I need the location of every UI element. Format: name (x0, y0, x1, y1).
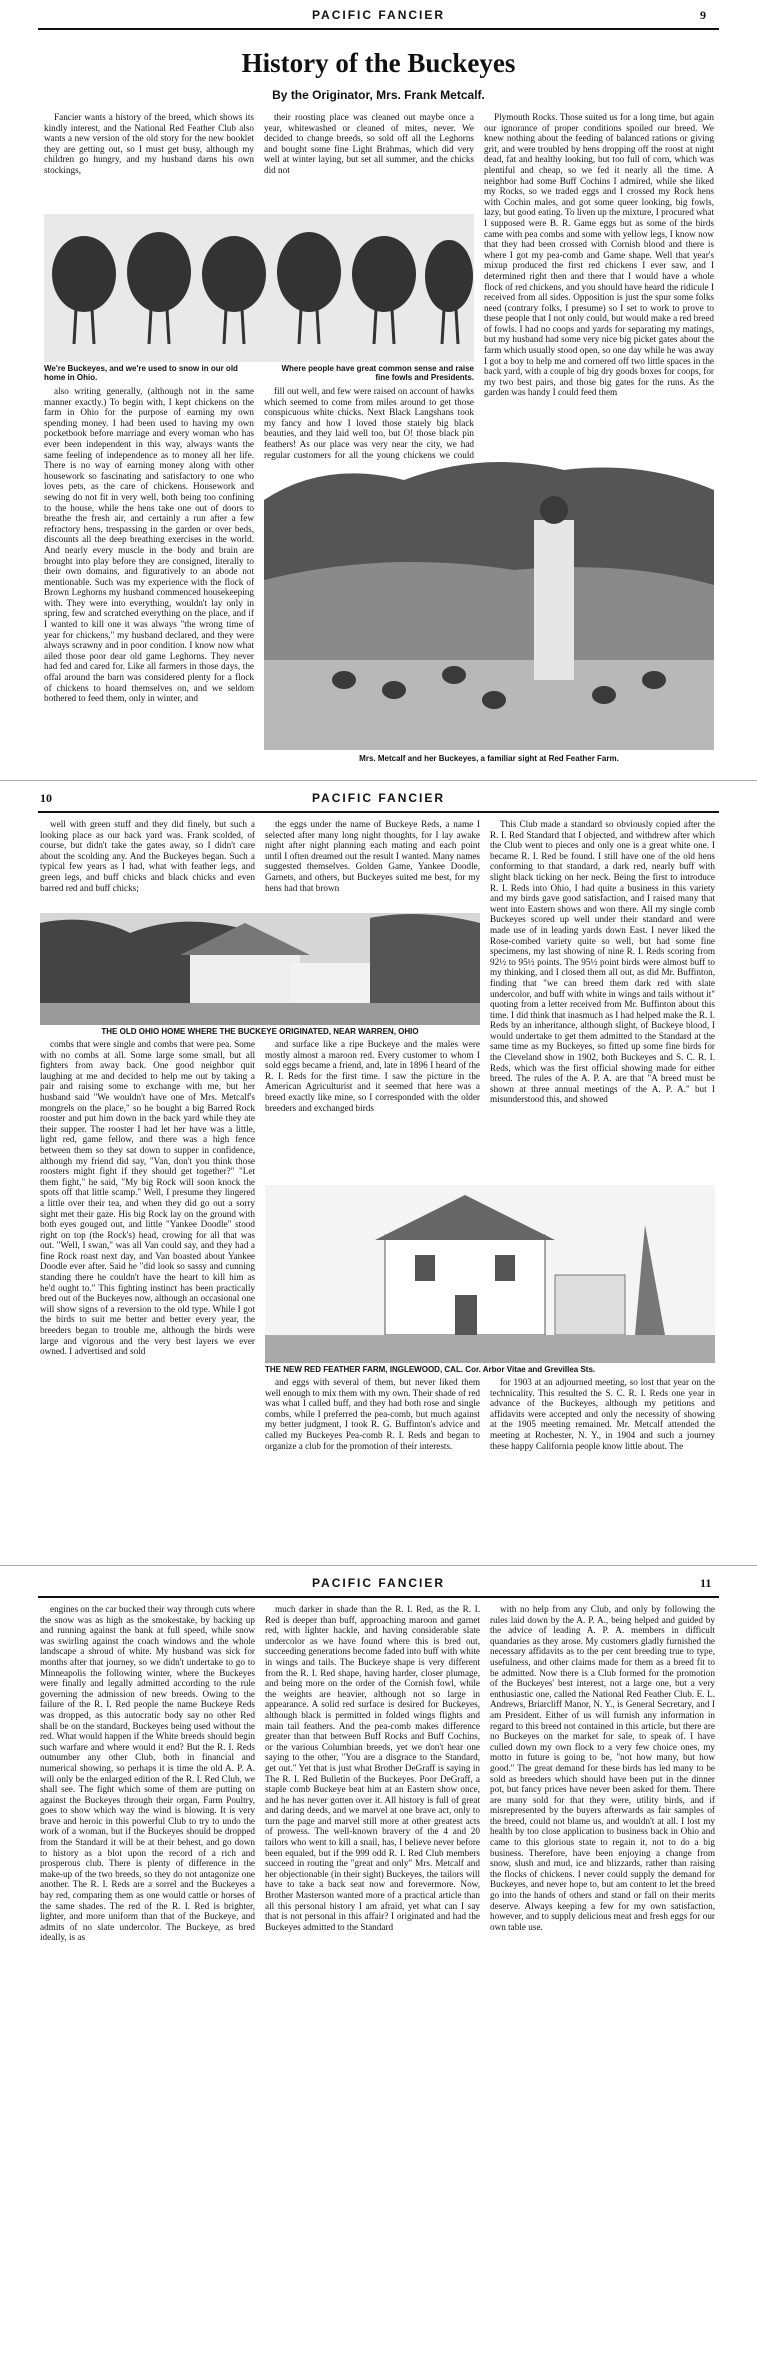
caption-right: Where people have great common sense and raise fine fowls and Presidents. (281, 364, 474, 382)
old-ohio-home-caption: THE OLD OHIO HOME WHERE THE BUCKEYE ORIGINATED, NEAR WARREN, OHIO (101, 1027, 419, 1036)
metcalf-illustration (264, 460, 714, 750)
col1-intro: Fancier wants a history of the breed, which shows its kindly interest, and the National Red Feather Club also wants a new version of the old story for the new booklet they are getting out, so I must get busy, although my children go hungry, and my husband darns his own stockings, (44, 112, 254, 175)
magazine-title: PACIFIC FANCIER (311, 791, 446, 805)
page-number: 10 (40, 791, 52, 805)
col1-lower: also writing generally, (although not in the same manner exactly.) To begin with, I kept chickens on the farm in Ohio for the purpose of earning my own spending money. I had been used to having my own pocketbook before marriage and every woman who has ever been independent in this way, always wants the same feeling of independence as to money all her life. There is no way of earning money along with other housework so fascinating and satisfactory to one who loves pets, as the care of chickens. Housework and sewing do not fit in very well, both being too confining to the house, while the hens take one out of doors to breathe the fresh air, and certainly a run after a few refractory hens, trespassing in the garden or over beds, discounts all the deep breathing exercises in the world. And nearly every muscle in the body and brain are brought into play before they are consigned, literally to their own domains, and figuratively to an abode not mentionable. Such was my experience with the flock of Brown Leghorns my husband commenced housekeeping with. They were into everything, wouldn't lay only in spring, few and scratched everything on the place, and if I wanted to kill one it was always "the wrong time of year for chickens," my husband declared, and they were always scrawny and in poor condition. I know now what ailed those poor dear old game Leghorns. They never had fed and cared for. Like all farmers in those days, the offal around the barn was considered plenty for a flock of chickens to hoard themselves on, and we seldom bothered to feed them, only in winter, and (44, 386, 254, 704)
new-farm-illustration (265, 1185, 715, 1363)
page-number: 11 (700, 1576, 712, 1590)
col3: with no help from any Club, and only by following the rules laid down by the A. P. A., being helped and guided by the advice of leading A. P. A. members in difficult quandaries as they arose. My customers gladly furnished the necessary affidavits as to the per cent breeding true to type, usefulness, and other claims made for them as a breed fit to be admitted. Now there is a Club formed for the promotion of the Buckeyes' best interest, not a large one, but a very enthusiastic one, called the National Red Feather Club. E. L. Andrews, Briarcliff Manor, N. Y., is General Secretary, and I am President. Either of us will furnish any information in regard to this breed not contained in this article, but there are no Buckeyes on the market for sale, to speak of. I have culled down my own flock to a very few choice ones, my motto in future is going to be, "not how many, but how good." The great demand for these birds has led many to be sold as breeders which should have been put in the dinner pot, but fancy prices have never been asked for them. There are many sold for that they were, utility birds, and if misrepresented by the buyers afterwards as fair samples of the breed, could not blame us, and wouldn't at all. I lost my health by too close application to business back in Ohio and came to this glorious state to regain it, not to do a big business. Therefore, have been enjoying a change from snow, slush and mud, ice and blizzards, rather than raising the flocks of chickens. I never could supply the demand for Buckeyes, and never hope to, but am content to let the breed go into the hands of others and stand or fall on their merits deserve. Always keeping a few for my own satisfaction, however, and to supply delicious meat and fresh eggs for our own table use. (490, 1604, 715, 1932)
col1: engines on the car bucked their way through cuts where the snow was as high as the smokestake, by backing up and running against the bank at full speed, while snow was swirling against the coach windows and the whole landscape a shroud of white. My husband was sick for months after that journey, so we didn't undertake to go to Minneapolis the following winter, where the Buckeyes were finally and legally admitted according to the rule governing the admission of new breeds. Owing to the failure of the R. I. Red people the name Buckeye Reds was dropped, as this autocratic body say no other Red shall be on the standard, Buckeyes being used without the red. What would happen if the White breeds should begin such warfare and where would it end? But the R. I. Reds outnumber any other Club, both in financial and numerical showing, so perhaps it is time the old A. P. A. will only be the enlarged edition of the R. I. Red Club, we shall see. The fight which some of them are putting on against the Buckeyes through their organ, Farm Poultry, goes to show which way the wind is blowing. It is very brave and heroic in this powerful Club to try to undo the work of a woman, but if the Buckeyes should be dropped from the Standard it will be at their behest, and go down to history as a blot upon the record of a rich and prosperous club. There is plenty of difference in the make-up of the two breeds, so they do not antagonize one another. The R. I. Reds are a sorrel and the Buckeyes a bay red, comparing them as one would cattle or horses of the same shades. The red of the R. I. Red is brighter, lighter, and more uniform than that of the Buckeye, and admits of no slate undercolor. The Buckeye, as bred ideally, is as (40, 1604, 255, 1943)
col3-bottom: for 1903 at an adjourned meeting, so lost that year on the technicality. This resulted the S. C. R. I. Reds one year in advance of the Buckeyes, although my petitions and affidavits were accepted and only the necessity of showing at the 1905 meeting remained. Mr. Metcalf attended the meeting at Rochester, N. Y., in 1904 and such a journey these happy California people know little about. The (490, 1377, 715, 1451)
metcalf-caption: Mrs. Metcalf and her Buckeyes, a familiar sight at Red Feather Farm. (359, 754, 619, 763)
metcalf-photo (264, 460, 714, 750)
col2-intro: their roosting place was cleaned out maybe once a year, whitewashed or cleaned of mites, never. We decided to change breeds, so sold off all the Leghorns and bought some fine Light Brahmas, which did very well at winter laying, but set all summer, and the chicks did not (264, 112, 474, 175)
header-rule (38, 811, 719, 813)
page-header (0, 791, 757, 811)
magazine-title: PACIFIC FANCIER (311, 8, 446, 22)
col3: Plymouth Rocks. Those suited us for a long time, but again our ignorance of proper conditions spoiled our breed. We knew nothing about the feeding of balanced rations or giving grit, and were troubled by hens dropping off the roost at night dead, fat and healthy looking, but too full of corn, which was plentiful and cheap, so we fed it nearly all the time. A neighbor had some Buff Cochins I admired, while she liked my Rocks, so we traded eggs and I crossed my Rock hens with Cochin males, and got some queer looking, big fowls, lazy, but good eating. To liven up the mixture, I procured what I supposed were B. R. Game eggs but as some of the birds came with pea combs and some with yellow legs, I know now that they had been crossed with Cornish blood and there is where I got my pea-comb and Game shape. Well that year's mixup produced the first red chickens I ever saw, and I determined right then and there that I would have a whole flock of red chickens, and you should have heard the ridicule I received from all sides. Opposition is just the spur some folks need (contrary folks, I presume) so I set to work to prove to these people that I not only could, but would make a red breed of fowls. I had no coops and yards for separating my matings, but my husband had some very nice big picket gates about the farm which usually stood open, so one day while he was away I got a boy to help me and cornered off two little spaces in the back yard, with a couple of big dry goods boxes for coops, for my two best pairs, and those big gates for the runs. As the garden was handy I could feed them (484, 112, 714, 398)
chickens-illustration (44, 214, 474, 362)
old-ohio-home-illustration (40, 913, 480, 1025)
col2-bottom: and eggs with several of them, but never liked them well enough to mix them with my own. Their shade of red was what I called buff, and they had both rose and single combs, while I preferred the pea-comb, but much against my better judgment, I took R. G. Buffinton's advice and called my Buckeyes Pea-comb R. I. Reds and began to organize a club for the promotion of their interests. (265, 1377, 480, 1451)
col1-mid: combs that were single and combs that were pea. Some with no combs at all. Some large some small, but all fighters from away back. One good neighbor quit laughing at me and decided to help me out by taking a pair and raising some to exchange with me, but her husband said "We wouldn't have one of Mrs. Metcalf's mongrels on the place," so he bought a big Barred Rock rooster and put him down in the back yard while they ate their supper. The rooster I had let her have was a little, light red, game fellow, and there was a high fence between them so they sat down to supper in confidence, although my friend did say, "Van, don't you think those roosters might fight if they should get together?" "Let them fight," he said, "My big Rock will soon knock the spots off that little scamp." Well, I presume they lingered a little over their tea, and when they did go out a sorry sight met their gaze. His big Rock lay on the ground with both eyes gouged out, and little "Yankee Doodle" stood right on top (the Rock's) head, crowing for all that was out. "Well, I swan," was all Van could say, and they had a fine Rock roast next day, and Van boasted about Yankee Doodle ever after. Said he "did look so sassy and cunning standing there he couldn't have the heart to kill him as he'd ought to." This fighting instinct has been practically bred out of the Buckeyes now, although an occasional one will show signs of a reversion to the old type. While I got the birds to suit me better and better every year, the breeders began to trouble me, although the birds were large and vigorous and the very best layers we ever owned. I advertised and sold (40, 1039, 255, 1357)
page-header (0, 8, 757, 28)
page-9 (0, 0, 757, 780)
header-rule (38, 1596, 719, 1598)
new-red-feather-farm-photo (265, 1185, 715, 1363)
old-ohio-home-photo (40, 913, 480, 1025)
magazine-title: PACIFIC FANCIER (311, 1576, 446, 1590)
page-10 (0, 780, 757, 1566)
new-farm-caption: THE NEW RED FEATHER FARM, INGLEWOOD, CAL. Cor. Arbor Vitae and Grevillea Sts. (265, 1365, 596, 1374)
page-number: 9 (700, 8, 706, 22)
col1-top: well with green stuff and they did finely, but such a looking place as our back yard was. Frank scolded, of course, but didn't take the gates away, so I didn't care about the scolding any. And the Buckeyes began. Such a typical few years as I had, what with feather legs, and green legs, and buff chicks and black chicks and even barred red and buff chicks; (40, 819, 255, 893)
chickens-photo (44, 214, 474, 362)
col2-top: the eggs under the name of Buckeye Reds, a name I selected after many long night thoughts, for I lay awake night after night planning each mating and each point until I often dreamed out the result I wanted. Many names suggested themselves. Golden Game, Yankee Doodle, Garnets, and others, but Buckeyes suited me best, for my hens had that brown (265, 819, 480, 893)
header-rule (38, 28, 719, 30)
caption-left: We're Buckeyes, and we're used to snow in our old home in Ohio. (44, 364, 238, 382)
page-11 (0, 1565, 757, 2365)
article-title: History of the Buckeyes (241, 48, 516, 78)
col2: much darker in shade than the R. I. Red, as the R. I. Red is deeper than buff, approaching maroon and garnet red, with lighter hackle, and having considerable slate undercolor as we have found where this is bred out, succeeding generations become faded into buff with white in wings and tails. The Buckeye shape is very different from the R. I. Red shape, having harder, closer plumage, and being more on the order of the Cornish fowl, while the weights are heavier, although not so large in appearance. A solid red surface is desired for Buckeyes, although black is permitted in folded wings flights and main tail feathers. And the pea-comb makes difference greater than that between Buff Rocks and Buff Cochins, or the various Columbian breeds, yet we don't hear one saying to the other, "You are a disgrace to the Standard, get out." Yet that is just what Brother DeGraff is saying in The R. I. Red Bulletin of the Buckeyes. Poor DeGraff, a staple comb Buckeye beat him at an Eastern show once, and he has never gotten over it. All history is full of great and daring deeds, and we marvel at one brave act, only to turn the page and marvel still more at other greatest acts of prowess. The well-known bravery of the 4 and 20 tailors who went to kill a snail, has, I believe never before been equaled, but if the 999 odd R. I. Red Club members succeed in routing the "great and only" Mrs. Metcalf and her objectionable (in their sight) Buckeyes, the tailors will have to take a back seat now and forevermore. Now, Brother Masterson wanted more of a practical article than all this personal history I am afraid, yet what can I say that is not personal in this affair? I originated and had the Buckeyes admitted to the Standard (265, 1604, 480, 1932)
col3: This Club made a standard so obviously copied after the R. I. Red Standard that I objected, and withdrew after which the Club went to pieces and only one is a great white one. I became R. I. Red be found. I still have one of the old hens conforming to that standard, a dark red, nearly buff with slight black ticking on her neck. Being the first to introduce R. I. Reds into Ohio, I had quite a business in this variety and my birds gave good satisfaction, and I raised many that went into Eastern shows and won there. All my single comb Buckeyes scored up well under their standard and were made use of in leading yards down East. I never liked the Rose-combed variety quite so well, but had some fine specimens, my last showing of nine R. I. Reds scoring from 92½ to 95½ points. The 95½ point birds were almost buff to my thinking, and I closed them all out, as did Mr. Buffinton, finding that "we can breed them dark red with slate undercolor, and buff with white in wings and tails without it" quoting from a letter received from Mr. Buffinton about this time. I did think that inasmuch as I had helped make the R. I. Reds by an inheritance, although slight, of Buckeye blood, I would undertake to get them admitted to the Standard at the same time as my Buckeyes, so fitted up some fine birds for the Cleveland show in 1902, both Buckeyes and S. C. R. I. Reds, which was the first official showing made for either breed. The rules of the A. P. A. are that "A breed must be shown at three annual meetings of the A. P. A." but I misunderstood this, and showed (490, 819, 715, 1105)
page-header (0, 1576, 757, 1596)
col2-mid: and surface like a ripe Buckeye and the males were mostly almost a maroon red. Every customer to whom I sold eggs became a friend, and, late in 1896 I heard of the R. I. Reds for the first time. I saw the picture in the American Agriculturist and it seemed that here was a breed exactly like mine, so I corresponded with the older breeders and exchanged birds (265, 1039, 480, 1113)
col2-lower: fill out well, and few were raised on account of hawks which seemed to come from miles around to get those conspicuous white chicks. Next Black Langshans took my fancy and how I loved those stately big black beauties, and they laid well too, but O! those black pin feathers! As our place was very near the city, we had regular customers for all the young chickens we could (264, 386, 474, 460)
article-byline: By the Originator, Mrs. Frank Metcalf. (272, 88, 485, 102)
